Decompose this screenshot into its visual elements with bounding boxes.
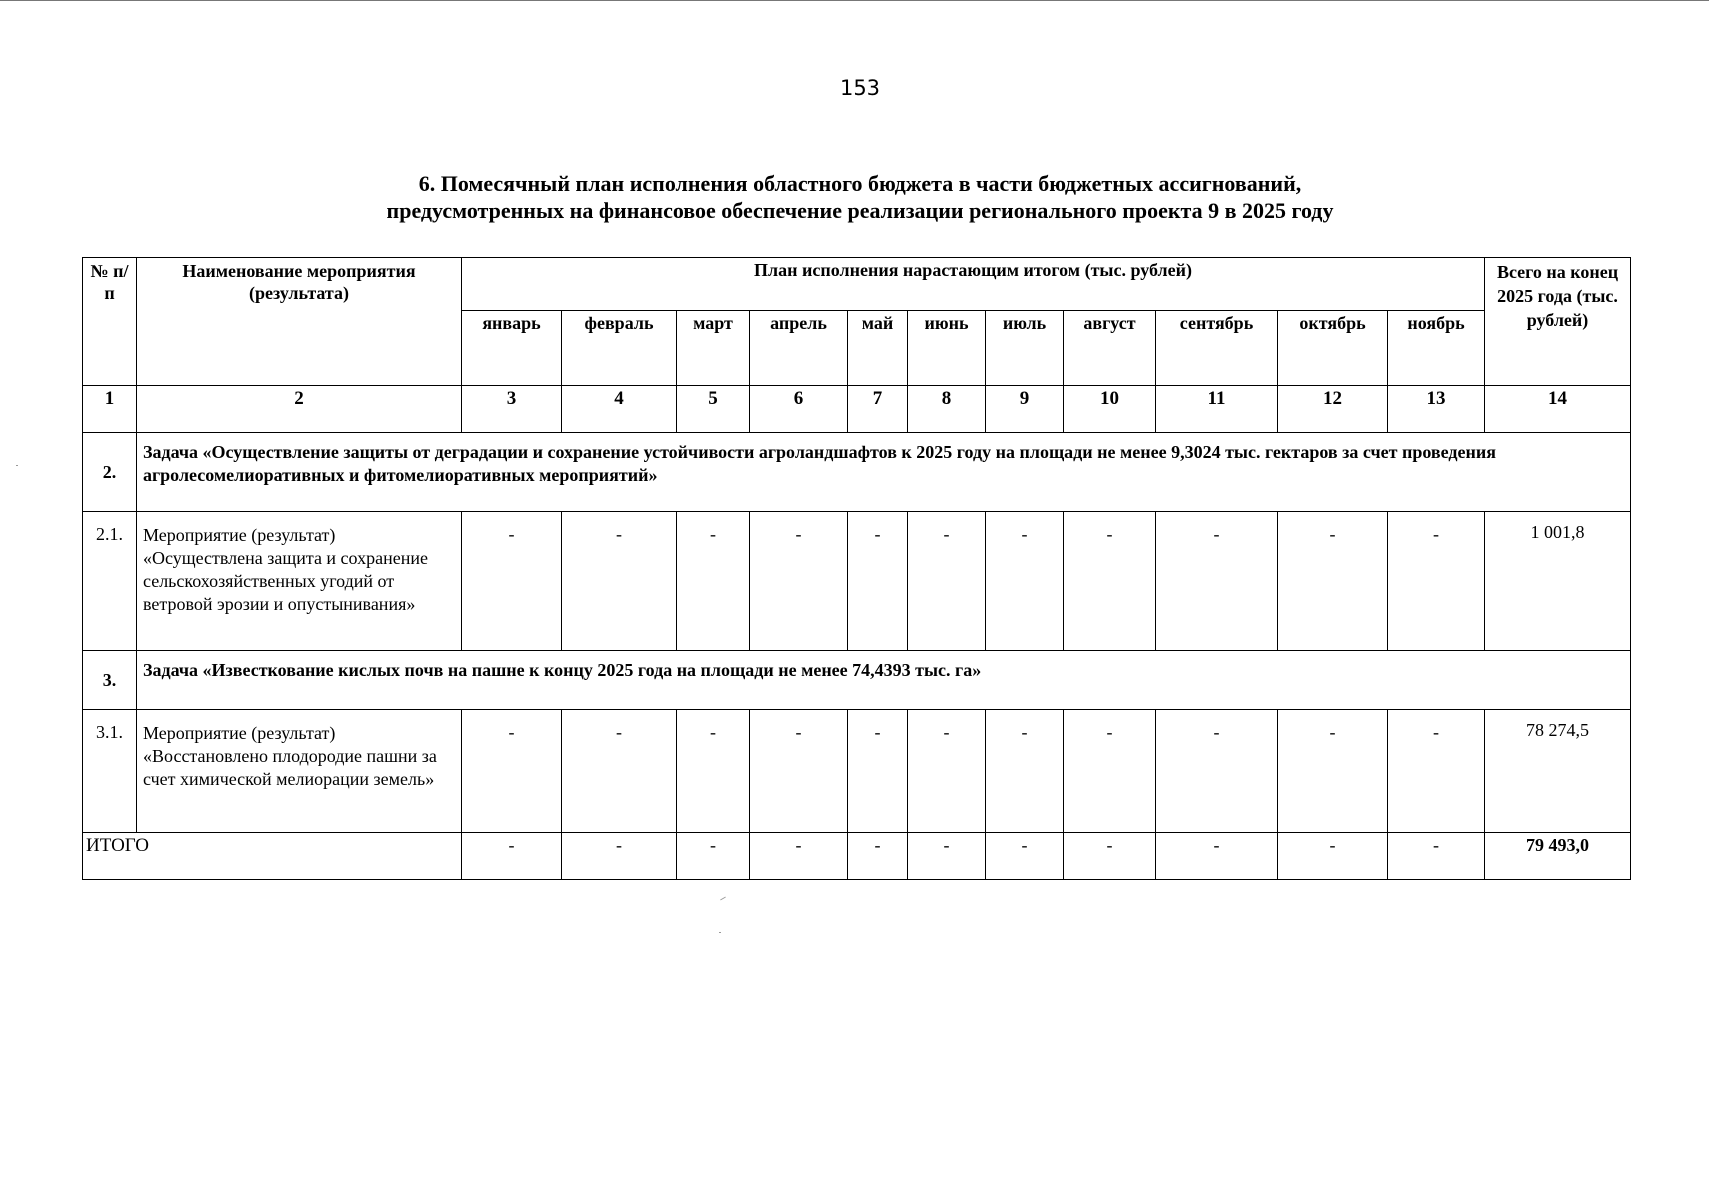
header-month-oct: октябрь [1278,311,1388,386]
month-value: - [750,710,848,833]
title-line-2: предусмотренных на финансовое обеспечение реализации регионального проекта 9 в 2025 году [386,198,1334,223]
column-index: 4 [562,386,677,433]
month-value: - [848,710,908,833]
task-row [83,433,1631,512]
month-value: - [1388,512,1485,651]
column-index: 5 [677,386,750,433]
column-index: 10 [1064,386,1156,433]
month-value: - [750,512,848,651]
budget-plan-table [82,257,1631,880]
header-row-1 [83,258,1631,311]
task-number: 2. [83,433,137,512]
month-value: - [1388,710,1485,833]
month-value: - [677,710,750,833]
month-value: - [986,512,1064,651]
itogo-total: 79 493,0 [1485,833,1631,880]
header-month-nov: ноябрь [1388,311,1485,386]
column-index: 11 [1156,386,1278,433]
header-plan: План исполнения нарастающим итогом (тыс. рублей) [462,258,1485,311]
month-value: - [1064,710,1156,833]
month-value: - [1064,512,1156,651]
itogo-month-value: - [1156,833,1278,880]
month-value: - [462,710,562,833]
item-row [83,512,1631,651]
itogo-month-value: - [1278,833,1388,880]
month-value: - [908,512,986,651]
itogo-row [83,833,1631,880]
itogo-month-value: - [848,833,908,880]
column-index: 7 [848,386,908,433]
header-name: Наименование мероприятия (результата) [137,258,462,386]
itogo-month-value: - [562,833,677,880]
column-index: 1 [83,386,137,433]
month-value: - [1156,710,1278,833]
column-index: 13 [1388,386,1485,433]
item-number: 3.1. [83,710,137,833]
scan-speck [720,897,726,901]
page-number: 153 [839,76,881,100]
itogo-month-value: - [750,833,848,880]
month-value: - [908,710,986,833]
header-month-mar: март [677,311,750,386]
header-month-aug: август [1064,311,1156,386]
month-value: - [562,710,677,833]
column-index: 3 [462,386,562,433]
month-value: - [1278,512,1388,651]
month-value: - [848,512,908,651]
header-month-jan: январь [462,311,562,386]
item-total: 1 001,8 [1485,512,1631,651]
header-total: Всего на конец 2025 года (тыс. рублей) [1485,258,1631,386]
scan-speck [16,465,18,466]
task-row [83,651,1631,710]
item-row [83,710,1631,833]
task-text: Задача «Известкование кислых почв на пашне к концу 2025 года на площади не менее 74,4393 тыс. га» [137,651,1631,710]
month-value: - [462,512,562,651]
month-value: - [677,512,750,651]
column-index: 12 [1278,386,1388,433]
month-value: - [1156,512,1278,651]
month-value: - [986,710,1064,833]
itogo-label: ИТОГО [83,833,462,880]
itogo-month-value: - [1388,833,1485,880]
itogo-month-value: - [908,833,986,880]
column-index: 14 [1485,386,1631,433]
item-name: Мероприятие (результат) «Восстановлено плодородие пашни за счет химической мелиорации земель» [137,710,462,833]
itogo-month-value: - [462,833,562,880]
header-month-feb: февраль [562,311,677,386]
itogo-month-value: - [677,833,750,880]
header-month-jun: июнь [908,311,986,386]
column-index-row [83,386,1631,433]
column-index: 6 [750,386,848,433]
header-month-sep: сентябрь [1156,311,1278,386]
document-title [250,170,1470,224]
item-total: 78 274,5 [1485,710,1631,833]
title-line-1: 6. Помесячный план исполнения областного бюджета в части бюджетных ассигнований, [418,171,1302,196]
item-number: 2.1. [83,512,137,651]
header-month-apr: апрель [750,311,848,386]
scan-top-edge [0,0,1709,1]
header-month-jul: июль [986,311,1064,386]
column-index: 9 [986,386,1064,433]
itogo-month-value: - [986,833,1064,880]
itogo-month-value: - [1064,833,1156,880]
header-month-may: май [848,311,908,386]
scan-speck [719,932,721,933]
task-number: 3. [83,651,137,710]
month-value: - [562,512,677,651]
month-value: - [1278,710,1388,833]
column-index: 2 [137,386,462,433]
task-text: Задача «Осуществление защиты от деградации и сохранение устойчивости агроландшафтов к 2025 году на площади не менее 9,3024 тыс. гектаров за счет проведения агролесомелиоративных и фитомелиоративных мероприятий» [137,433,1631,512]
header-num: № п/п [83,258,137,386]
item-name: Мероприятие (результат) «Осуществлена защита и сохранение сельскохозяйственных угодий от ветровой эрозии и опустынивания» [137,512,462,651]
column-index: 8 [908,386,986,433]
